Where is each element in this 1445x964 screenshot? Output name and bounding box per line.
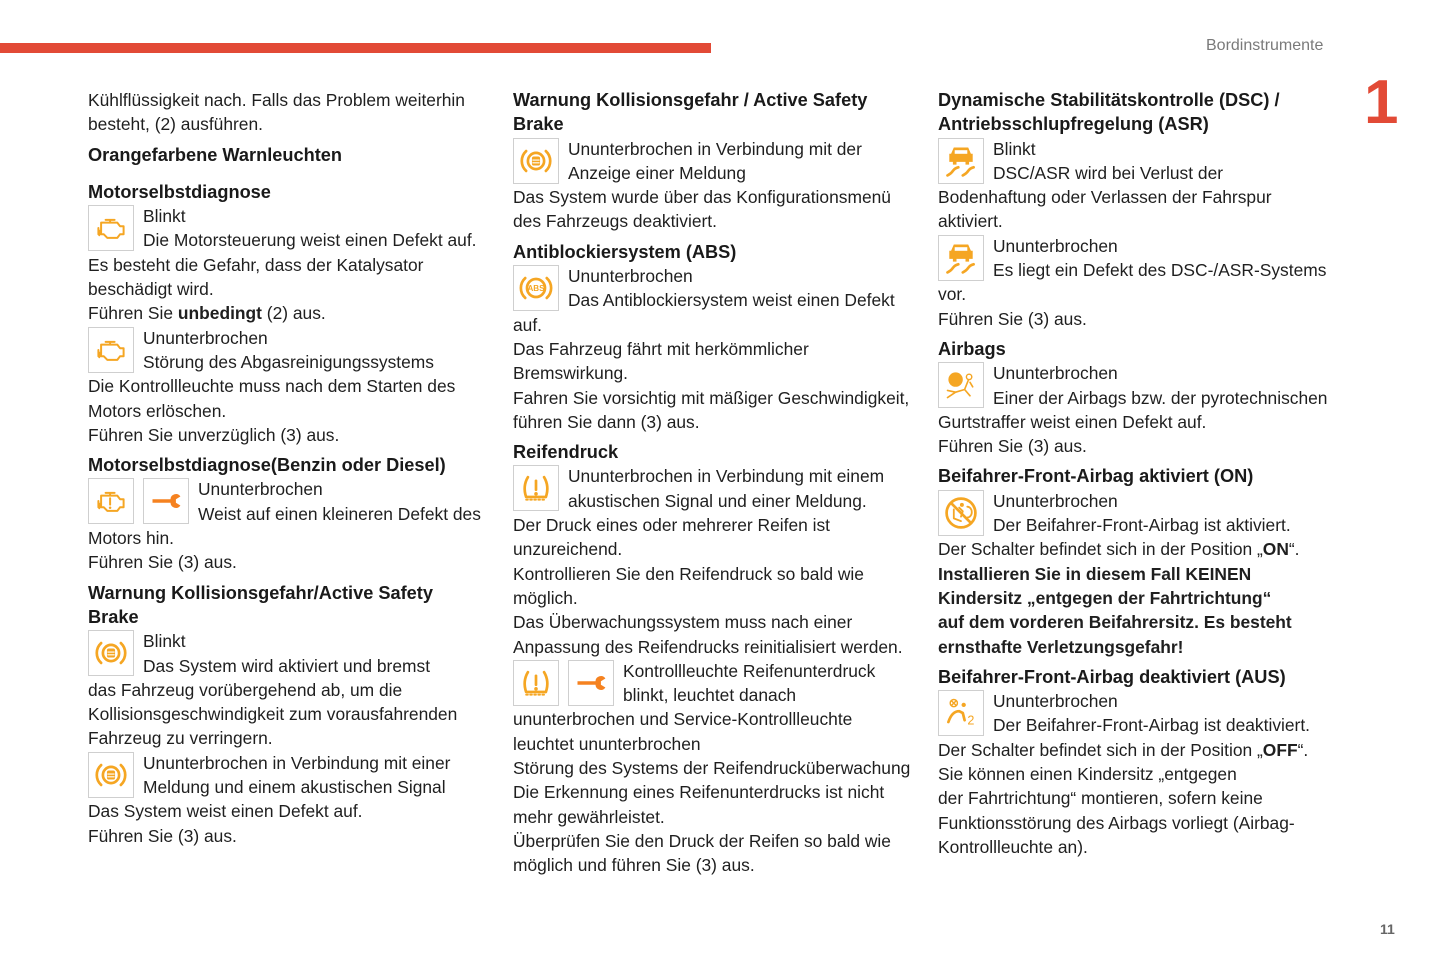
collision-warning-icon xyxy=(88,752,134,798)
tire-pressure-low-entry: Ununterbrochen in Verbindung mit einem akustischen Signal und einer Meldung. Der Druck eines oder mehrerer Reifen ist unzureichend. Kontrollieren Sie den Reifendruck so bald wie möglich. Das Überwachungssystem muss nach einer Anpassung des Reifendrucks reinitialisiert werden. xyxy=(513,466,903,657)
engine-blink-entry: Blinkt Die Motorsteuerung weist einen Defekt auf. Es besteht die Gefahr, dass der Katalysator beschädigt wird. Führen Sie unbedingt (2) aus. xyxy=(88,206,477,324)
collision-deactivated-entry: Ununterbrochen in Verbindung mit der Anzeige einer Meldung Das System wurde über das Konfigurationsmenü des Fahrzeugs deaktiviert. xyxy=(513,138,891,232)
tire-pressure-icon xyxy=(513,465,559,511)
skid-car-icon xyxy=(938,138,984,184)
safety-warning: Installieren Sie in diesem Fall KEINEN Kindersitz „entgegen der Fahrtrichtung“ auf dem vorderen Beifahrersitz. Es besteht ernsthafte Verletzungsgefahr! xyxy=(938,563,1292,657)
engine-minor-defect-entry: Ununterbrochen Weist auf einen kleineren Defekt des Motors hin. Führen Sie (3) aus. xyxy=(88,479,481,573)
skid-car-icon xyxy=(938,235,984,281)
wrench-icon xyxy=(568,660,614,706)
engine-icon xyxy=(88,327,134,373)
heading-engine-diagnostics-fuel: Motorselbstdiagnose(Benzin oder Diesel) xyxy=(88,455,446,476)
heading-abs: Antiblockiersystem (ABS) xyxy=(513,241,737,262)
heading-airbags: Airbags xyxy=(938,338,1006,359)
airbag-entry: Ununterbrochen Einer der Airbags bzw. der pyrotechnischen Gurtstraffer weist einen Defekt auf. Führen Sie (3) aus. xyxy=(938,363,1328,457)
chapter-number: 1 xyxy=(1364,68,1397,137)
heading-collision-warning-deactivated: Warnung Kollisionsgefahr / Active Safety Brake xyxy=(513,90,868,135)
page-number: 11 xyxy=(1380,921,1395,937)
passenger-airbag-off-entry: Ununterbrochen Der Beifahrer-Front-Airbag ist deaktiviert. Der Schalter befindet sich in der Position „OFF“. Sie können einen Kindersitz „entgegen der Fahrtrichtung“ montieren, sofern keine Funktionsstörung des Airbags vorliegt (Airbag- Kontrollleuchte an). xyxy=(938,691,1311,857)
heading-passenger-airbag-off: Beifahrer-Front-Airbag deaktiviert (AUS) xyxy=(938,666,1286,687)
running-title: Bordinstrumente xyxy=(1206,37,1324,54)
dsc-steady-entry: Ununterbrochen Es liegt ein Defekt des DSC-/ASR-Systems vor. Führen Sie (3) aus. xyxy=(938,235,1327,329)
tire-pressure-fault-entry: Kontrollleuchte Reifenunterdruck blinkt, leuchtet danach ununterbrochen und Service-Kontrollleuchte leuchtet ununterbrochen Störung des Systems der Reifendrucküberwachung Die Erkennung eines Reifenunterdrucks ist nicht mehr gewährleistet. Überprüfen Sie den Druck der Reifen so bald wie möglich und führen Sie (3) aus. xyxy=(513,660,911,876)
abs-entry: Ununterbrochen Das Antiblockiersystem weist einen Defekt auf. Das Fahrzeug fährt mit herkömmlicher Bremswirkung. Fahren Sie vorsichtig mit mäßiger Geschwindigkeit, führen Sie dann (3) aus. xyxy=(513,266,910,432)
dsc-blink-entry: Blinkt DSC/ASR wird bei Verlust der Bodenhaftung oder Verlassen der Fahrspur aktiviert. xyxy=(938,138,1272,232)
column-middle xyxy=(513,88,913,878)
column-right xyxy=(938,88,1338,859)
section-heading-orange-warnings: Orangefarbene Warnleuchten xyxy=(88,144,343,165)
abs-icon xyxy=(513,265,559,311)
passenger-airbag-on-icon xyxy=(938,490,984,536)
heading-tire-pressure: Reifendruck xyxy=(513,442,619,463)
collision-steady-entry: Ununterbrochen in Verbindung mit einer Meldung und einem akustischen Signal Das System weist einen Defekt auf. Führen Sie (3) aus. xyxy=(88,752,451,846)
heading-engine-diagnostics: Motorselbstdiagnose xyxy=(88,181,271,202)
heading-collision-warning: Warnung Kollisionsgefahr/Active Safety Brake xyxy=(88,582,433,627)
airbag-icon xyxy=(938,362,984,408)
heading-dsc-asr: Dynamische Stabilitätskontrolle (DSC) / Antriebsschlupfregelung (ASR) xyxy=(938,90,1280,135)
intro-text: Kühlflüssigkeit nach. Falls das Problem weiterhin besteht, (2) ausführen. xyxy=(88,90,465,135)
tire-pressure-icon xyxy=(513,660,559,706)
engine-steady-entry: Ununterbrochen Störung des Abgasreinigungssystems Die Kontrollleuchte muss nach dem Starten des Motors erlöschen. Führen Sie unverzüglich (3) aus. xyxy=(88,327,456,445)
column-left xyxy=(88,88,488,848)
passenger-airbag-off-icon xyxy=(938,690,984,736)
collision-blink-entry: Blinkt Das System wird aktiviert und bremst das Fahrzeug vorübergehend ab, um die Kollisionsgeschwindigkeit zum vorausfahrenden Fahrzeug zu verringern. xyxy=(88,631,458,749)
engine-icon xyxy=(88,205,134,251)
engine-warning-icon xyxy=(88,478,134,524)
collision-warning-icon xyxy=(88,630,134,676)
passenger-airbag-on-entry: Ununterbrochen Der Beifahrer-Front-Airbag ist aktiviert. Der Schalter befindet sich in der Position „ON“. Installieren Sie in diesem Fall KEINEN Kindersitz „entgegen der Fahrtrichtung“ auf dem vorderen Beifahrersitz. Es besteht ernsthafte Verletzungsgefahr! xyxy=(938,490,1300,657)
header-accent-bar xyxy=(0,43,711,53)
collision-warning-icon xyxy=(513,138,559,184)
heading-passenger-airbag-on: Beifahrer-Front-Airbag aktiviert (ON) xyxy=(938,466,1254,487)
wrench-icon xyxy=(143,478,189,524)
